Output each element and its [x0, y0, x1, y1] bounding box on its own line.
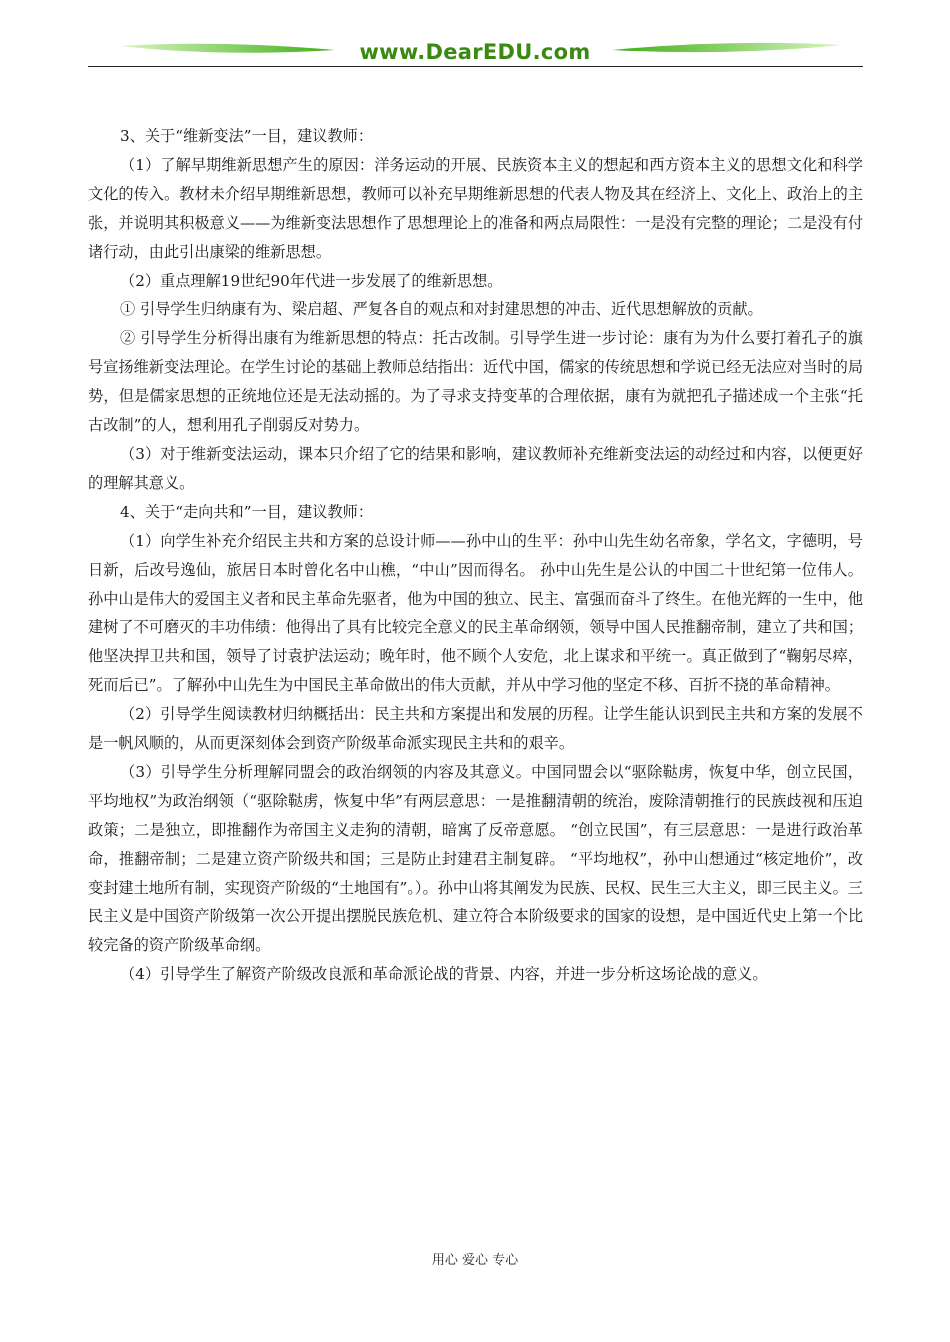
paragraph: 3、关于“维新变法”一目，建议教师：	[120, 127, 374, 145]
site-url: www.DearEDU.com	[359, 40, 591, 64]
right-swoosh	[612, 43, 842, 52]
paragraph: ② 引导学生分析得出康有为维新思想的特点：托古改制。引导学生进一步讨论：康有为为什么要打着孔子的旗号宣扬维新变法理论。在学生讨论的基础上教师总结指出：近代中国，儒家的传统思想和学说已经无法应对当时的局势，但是儒家思想的正统地位还是无法动摇的。为了寻求支持变革的合理依据，康有为就把孔子描述成一个主张“托古改制”的人，想利用孔子削弱反对势力。	[88, 329, 863, 435]
paragraph: ① 引导学生归纳康有为、梁启超、严复各自的观点和对封建思想的冲击、近代思想解放的贡献。	[120, 300, 763, 319]
paragraph: （2）重点理解19世纪90年代进一步发展了的维新思想。	[120, 271, 503, 290]
document-body	[88, 122, 863, 989]
left-swoosh	[120, 44, 335, 53]
paragraph: （1）了解早期维新思想产生的原因：洋务运动的开展、民族资本主义的想起和西方资本主义的思想文化和科学文化的传入。教材未介绍早期维新思想，教师可以补充早期维新思想的代表人物及其在经济上、文化上、政治上的主张，并说明其积极意义——为维新变法思想作了思想理论上的准备和两点局限性：一是没有完整的理论；二是没有付诸行动，由此引出康梁的维新思想。	[88, 155, 863, 261]
page-header	[0, 0, 950, 80]
paragraph: （3）对于维新变法运动，课本只介绍了它的结果和影响，建议教师补充维新变法运的动经过和内容，以便更好的理解其意义。	[88, 444, 863, 492]
paragraph: （1）向学生补充介绍民主共和方案的总设计师——孙中山的生平：孙中山先生幼名帝象，学名文，字德明，号日新，后改号逸仙，旅居日本时曾化名中山樵，“中山”因而得名。 孙中山先生是公认的中国二十世纪第一位伟人。孙中山是伟大的爱国主义者和民主革命先驱者，他为中国的独立、民主、富强而奋斗了终生。在他光辉的一生中，他建树了不可磨灭的丰功伟绩：他得出了具有比较完全意义的民主革命纲领，领导中国人民推翻帝制，建立了共和国；他坚决捍卫共和国，领导了讨袁护法运动；晚年时，他不顾个人安危，北上谋求和平统一。真正做到了“鞠躬尽瘁，死而后已”。了解孙中山先生为中国民主革命做出的伟大贡献，并从中学习他的坚定不移、百折不挠的革命精神。	[88, 531, 863, 695]
paragraph: 4、关于“走向共和”一目，建议教师：	[120, 502, 374, 521]
page-footer: 用心 爱心 专心	[431, 1253, 519, 1268]
paragraph: （4）引导学生了解资产阶级改良派和革命派论战的背景、内容，并进一步分析这场论战的意义。	[120, 965, 768, 984]
paragraph: （2）引导学生阅读教材归纳概括出：民主共和方案提出和发展的历程。让学生能认识到民主共和方案的发展不是一帆风顺的，从而更深刻体会到资产阶级革命派实现民主共和的艰辛。	[88, 705, 863, 753]
paragraph: （3）引导学生分析理解同盟会的政治纲领的内容及其意义。中国同盟会以“驱除鞑虏，恢复中华，创立民国，平均地权”为政治纲领（“驱除鞑虏，恢复中华”有两层意思：一是推翻清朝的统治，废除清朝推行的民族歧视和压迫政策；二是独立，即推翻作为帝国主义走狗的清朝，暗寓了反帝意愿。 “创立民国”，有三层意思：一是进行政治革命，推翻帝制；二是建立资产阶级共和国；三是防止封建君主制复辟。 “平均地权”，孙中山想通过“核定地价”，改变封建土地所有制，实现资产阶级的“土地国有”。）。孙中山将其阐发为民族、民权、民生三大主义，即三民主义。三民主义是中国资产阶级第一次公开提出摆脱民族危机、建立符合本阶级要求的国家的设想，是中国近代史上第一个比较完备的资产阶级革命纲。	[88, 762, 863, 955]
header-rule	[88, 66, 863, 67]
